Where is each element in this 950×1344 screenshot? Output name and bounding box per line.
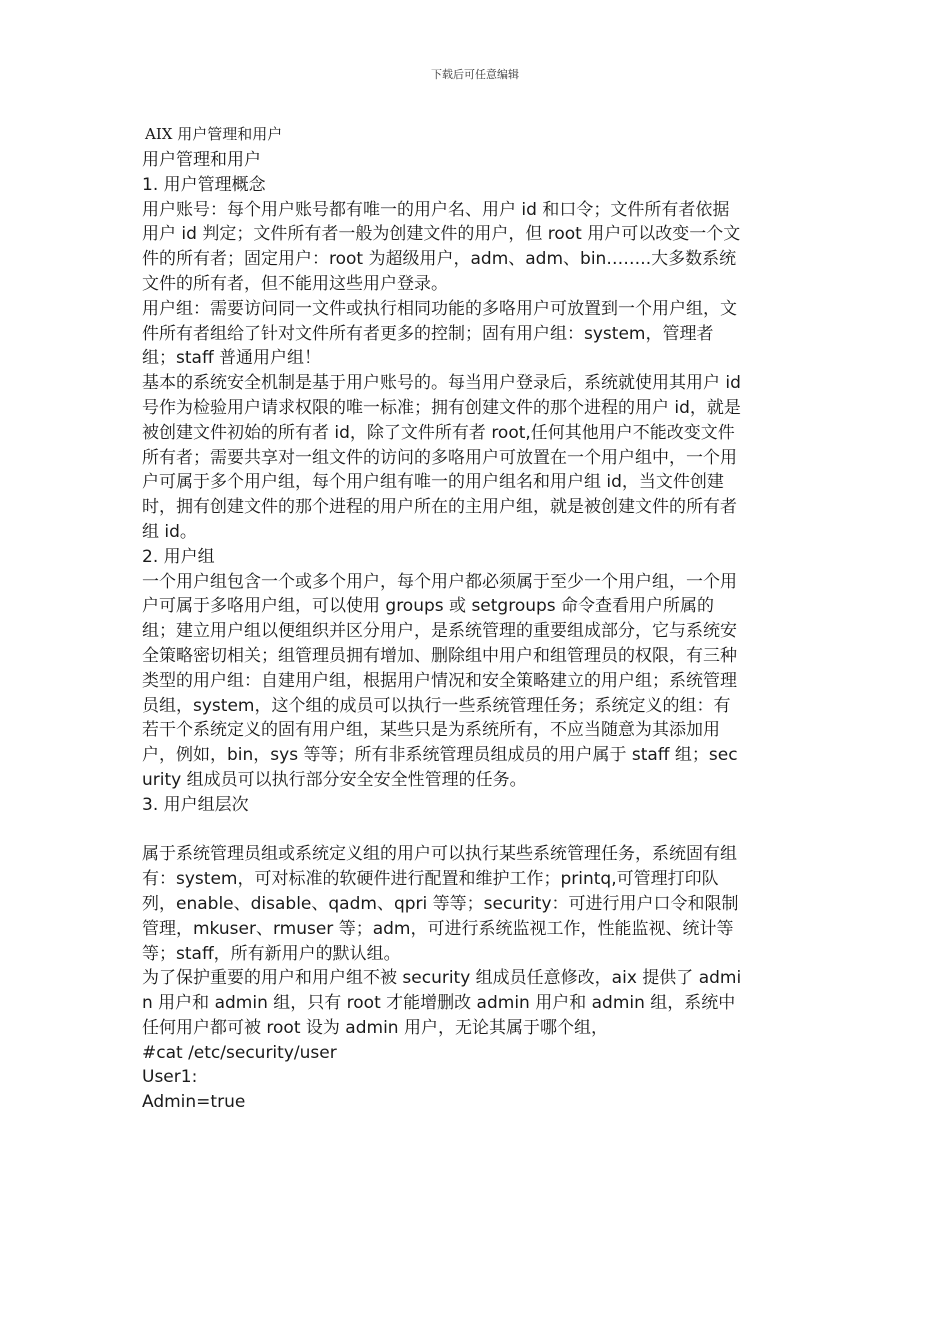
document-body xyxy=(142,122,742,1115)
page-header: 下载后可任意编辑 xyxy=(431,68,519,81)
section-heading: 2. 用户组 xyxy=(142,546,215,567)
body-paragraph: 用户组：需要访问同一文件或执行相同功能的多咯用户可放置到一个用户组，文件所有者组给了针对文件所有者更多的控制；固有用户组：system，管理者组；staff 普通用户组！ xyxy=(142,298,737,369)
body-paragraph: 属于系统管理员组或系统定义组的用户可以执行某些系统管理任务，系统固有组有：system，可对标准的软硬件进行配置和维护工作；printq,可管理打印队列，enable、disable、qadm、qpri 等等；security：可进行用户口令和限制管理，mkuser、rmuser 等；adm，可进行系统监视工作，性能监视、统计等等；staff，所有新用户的默认组。 xyxy=(142,844,739,964)
code-line: User1: xyxy=(142,1067,198,1088)
body-paragraph: 为了保护重要的用户和用户组不被 security 组成员任意修改，aix 提供了 admin 用户和 admin 组，只有 root 才能增删改 admin 用户和 admin 组，系统中任何用户都可被 root 设为 admin 用户，无论其属于哪个组， xyxy=(142,968,742,1038)
section-heading: 3. 用户组层次 xyxy=(142,794,249,815)
blank-line xyxy=(142,818,742,843)
code-line: #cat /etc/security/user xyxy=(142,1042,337,1063)
section-heading: 1. 用户管理概念 xyxy=(142,174,266,195)
body-paragraph: 基本的系统安全机制是基于用户账号的。每当用户登录后，系统就使用其用户 id 号作为检验用户请求权限的唯一标准；拥有创建文件的那个进程的用户 id，就是被创建文件初始的所有者 id，除了文件所有者 root,任何其他用户不能改变文件所有者；需要共享对一组文件的访问的多咯用户可放置在一个用户组中，一个用户可属于多个用户组，每个用户组有唯一的用户组名和用户组 id，当文件创建时，拥有创建文件的那个进程的用户所在的主用户组，就是被创建文件的所有者组 id。 xyxy=(142,373,741,542)
body-paragraph: 一个用户组包含一个或多个用户，每个用户都必须属于至少一个用户组，一个用户可属于多咯用户组，可以使用 groups 或 setgroups 命令查看用户所属的组；建立用户组以便组织并区分用户，是系统管理的重要组成部分，它与系统安全策略密切相关；组管理员拥有增加、删除组中用户和组管理员的权限，有三种类型的用户组：自建用户组，根据用户情况和安全策略建立的用户组；系统管理员组，system，这个组的成员可以执行一些系统管理任务；系统定义的组：有若干个系统定义的固有用户组，某些只是为系统所有，不应当随意为其添加用户，例如，bin，sys 等等；所有非系统管理员组成员的用户属于 staff 组；security 组成员可以执行部分安全安全性管理的任务。 xyxy=(142,571,738,790)
body-paragraph: 用户账号：每个用户账号都有唯一的用户名、用户 id 和口令；文件所有者依据用户 id 判定；文件所有者一般为创建文件的用户，但 root 用户可以改变一个文件的所有者；固定用户：root 为超级用户，adm、adm、bin……..大多数系统文件的所有者，但不能用这些用户登录。 xyxy=(142,199,741,294)
document-title: AIX 用户管理和用户 xyxy=(145,125,283,143)
section-heading: 用户管理和用户 xyxy=(142,150,261,170)
code-line: Admin=true xyxy=(142,1092,246,1113)
